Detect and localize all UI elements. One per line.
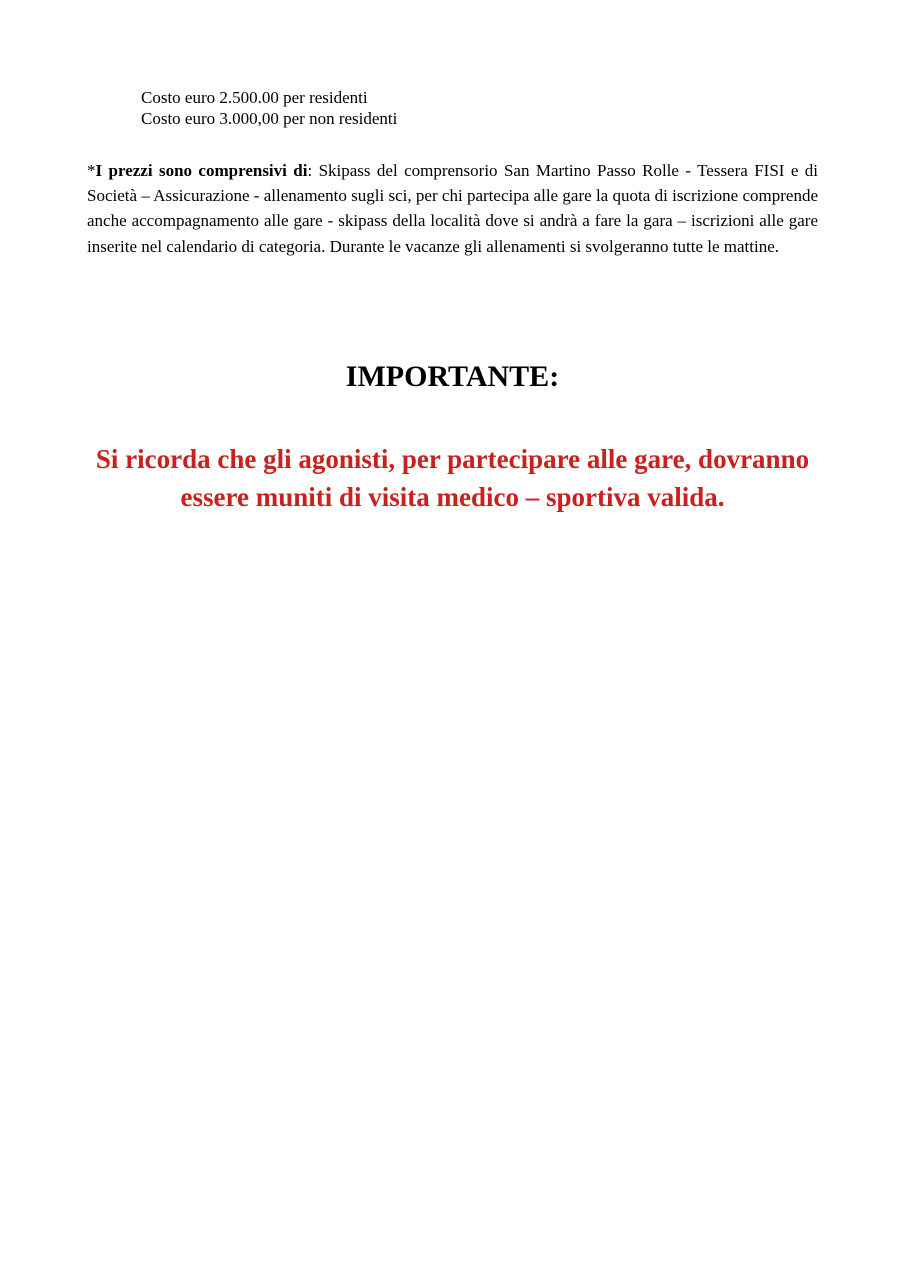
important-heading: IMPORTANTE:: [345, 360, 560, 393]
cost-non-residents: Costo euro 3.000,00 per non residenti: [141, 109, 398, 128]
cost-residents: Costo euro 2.500.00 per residenti: [141, 88, 368, 107]
prices-asterisk: *: [87, 161, 96, 180]
prices-included-paragraph: [87, 158, 818, 259]
medical-reminder: [60, 440, 845, 516]
cost-list: [141, 87, 397, 129]
prices-body: : Skipass del comprensorio San Martino Passo Rolle - Tessera FISI e di Società – Assicurazione - allenamento sugli sci, per chi partecipa alle gare la quota di iscrizione comprende anche accompagnamento alle gare - skipass della località dove si andrà a fare la gara – iscrizioni alle gare inserite nel calendario di categoria. Durante le vacanze gli allenamenti si svolgeranno tutte le mattine.: [87, 161, 818, 256]
medical-reminder-line-1: Si ricorda che gli agonisti, per partecipare alle gare, dovranno: [95, 444, 810, 474]
medical-reminder-line-2: essere muniti di visita medico – sportiva valida.: [180, 482, 725, 512]
prices-lead: I prezzi sono comprensivi di: [95, 161, 308, 180]
